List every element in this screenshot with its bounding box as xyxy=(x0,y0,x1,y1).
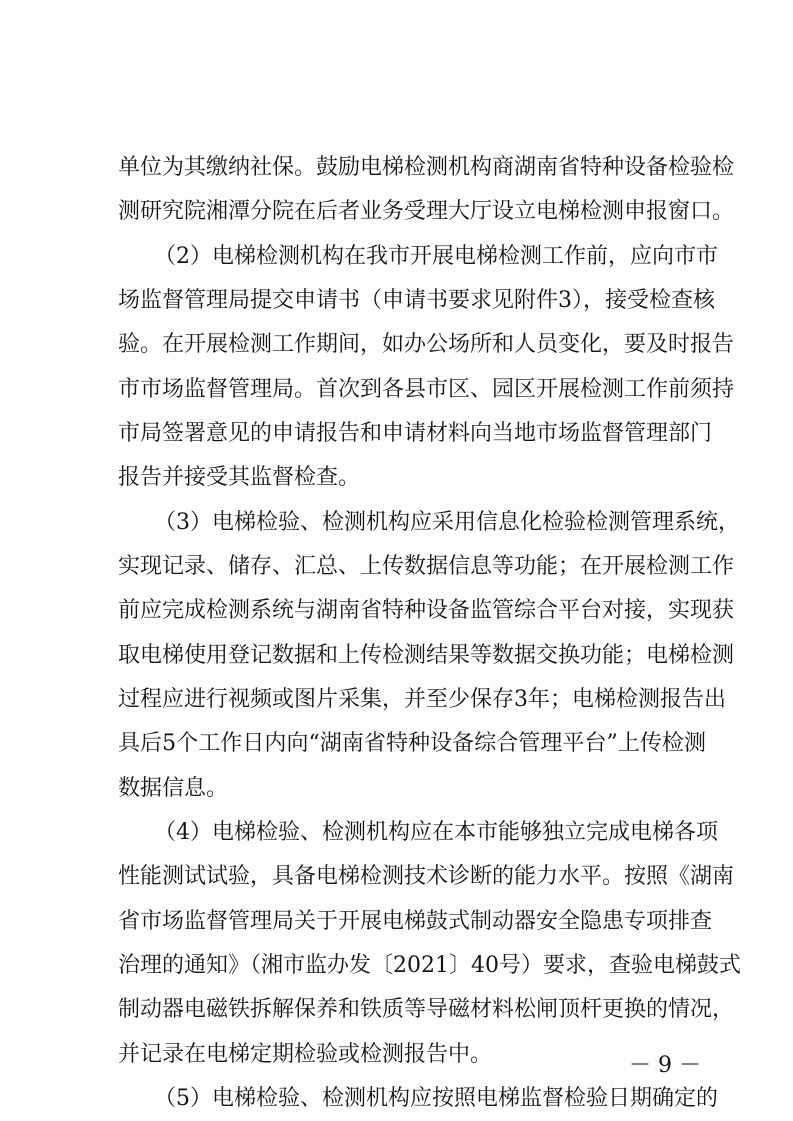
line-text: 并记录在电梯定期检验或检测报告中。 xyxy=(118,1042,493,1067)
line-text: （2）电梯检测机构在我市开展电梯检测工作前，应向市市 xyxy=(154,244,718,269)
text-line xyxy=(0,458,793,498)
text-line xyxy=(0,192,793,232)
text-line xyxy=(0,946,793,986)
line-text: 市局签署意见的申请报告和申请材料向当地市场监督管理部门 xyxy=(118,421,713,446)
text-line xyxy=(0,547,793,587)
text-line xyxy=(0,724,793,764)
text-line xyxy=(0,902,793,942)
line-text: 前应完成检测系统与湖南省特种设备监管综合平台对接，实现获 xyxy=(118,598,735,623)
line-text: 性能测试试验，具备电梯检测技术诊断的能力水平。按照《湖南 xyxy=(118,864,735,889)
line-text: （4）电梯检验、检测机构应在本市能够独立完成电梯各项 xyxy=(154,820,718,845)
line-text: 测研究院湘潭分院在后者业务受理大厅设立电梯检测申报窗口。 xyxy=(118,199,735,224)
text-line xyxy=(0,414,793,454)
line-text: 实现记录、储存、汇总、上传数据信息等功能；在开展检测工作 xyxy=(118,554,735,579)
text-line xyxy=(0,148,793,188)
line-text: （5）电梯检验、检测机构应按照电梯监督检验日期确定的 xyxy=(154,1086,718,1111)
text-line xyxy=(0,281,793,321)
line-text: 取电梯使用登记数据和上传检测结果等数据交换功能；电梯检测 xyxy=(118,643,735,668)
line-text: 治理的通知》（湘市监办发〔2021〕40号）要求，查验电梯鼓式 xyxy=(118,953,741,978)
text-line xyxy=(0,813,793,853)
line-text: （3）电梯检验、检测机构应采用信息化检验检测管理系统， xyxy=(154,510,740,535)
line-text: 验。在开展检测工作期间，如办公场所和人员变化，要及时报告 xyxy=(118,332,735,357)
page-number: － 9 － xyxy=(629,1053,701,1078)
line-text: 过程应进行视频或图片采集，并至少保存3年；电梯检测报告出 xyxy=(118,687,726,712)
text-line xyxy=(0,1079,793,1119)
text-line xyxy=(0,680,793,720)
line-text: 制动器电磁铁拆解保养和铁质等导磁材料松闸顶杆更换的情况， xyxy=(118,997,735,1022)
text-line xyxy=(0,636,793,676)
line-text: 省市场监督管理局关于开展电梯鼓式制动器安全隐患专项排查 xyxy=(118,909,713,934)
text-line xyxy=(0,370,793,410)
text-line xyxy=(0,990,793,1030)
line-text: 报告并接受其监督检查。 xyxy=(118,465,361,490)
text-line xyxy=(0,503,793,543)
line-text: 数据信息。 xyxy=(118,776,229,801)
text-line xyxy=(0,325,793,365)
line-text: 市市场监督管理局。首次到各县市区、园区开展检测工作前须持 xyxy=(118,377,735,402)
line-text: 场监督管理局提交申请书（申请书要求见附件3），接受检查核 xyxy=(118,288,715,313)
line-text: 具后5个工作日内向“湖南省特种设备综合管理平台”上传检测 xyxy=(118,731,706,756)
text-line xyxy=(0,857,793,897)
text-line xyxy=(0,769,793,809)
line-text: 单位为其缴纳社保。鼓励电梯检测机构商湖南省特种设备检验检 xyxy=(118,155,735,180)
text-line xyxy=(0,237,793,277)
text-line xyxy=(0,591,793,631)
